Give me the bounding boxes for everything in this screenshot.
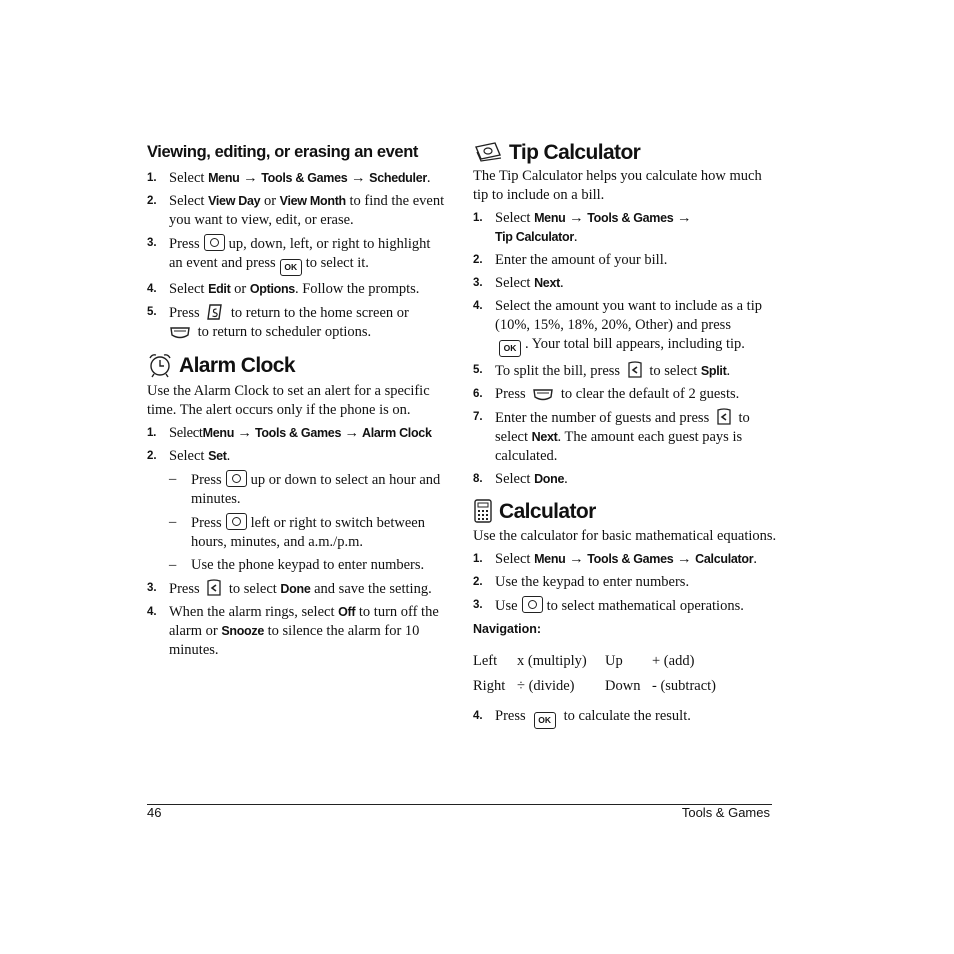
list-item: 7. Enter the number of guests and press to select Next. The amount each guest pays is calculated. bbox=[473, 410, 750, 464]
tip-calculator-heading: Tip Calculator bbox=[473, 141, 778, 163]
footer-divider bbox=[147, 804, 772, 805]
list-item: 2. Use the keypad to enter numbers. bbox=[473, 574, 690, 590]
alarm-clock-heading: Alarm Clock bbox=[147, 352, 447, 378]
softkey-icon bbox=[169, 326, 191, 340]
navigation-table bbox=[473, 649, 716, 699]
list-item: 4. When the alarm rings, select Off to turn off the alarm or Snooze to silence the alarm for 10 minutes. bbox=[147, 604, 439, 658]
left-column bbox=[147, 143, 447, 664]
nav-key-icon bbox=[226, 470, 247, 487]
right-softkey-icon bbox=[716, 408, 732, 426]
tip-steps bbox=[473, 209, 778, 489]
list-item: 3. Press up, down, left, or right to highlight an event and press OK to select it. bbox=[147, 234, 447, 276]
list-item: 5. To split the bill, press to select Split. bbox=[473, 363, 731, 379]
list-item: – Press up or down to select an hour and minutes. bbox=[169, 471, 441, 507]
list-item: – Press left or right to switch between hours, minutes, and a.m./p.m. bbox=[169, 514, 425, 550]
list-item: 4. Select Edit or Options. Follow the prompts. bbox=[147, 281, 420, 297]
calculator-icon bbox=[473, 499, 493, 523]
navigation-label: Navigation: bbox=[473, 622, 542, 636]
list-item: 8. Select Done. bbox=[473, 471, 568, 487]
list-item: – Use the phone keypad to enter numbers. bbox=[169, 557, 425, 573]
right-softkey-icon bbox=[206, 579, 222, 597]
back-key-icon bbox=[206, 303, 224, 321]
table-row: Left x (multiply) Up + (add) bbox=[473, 653, 695, 669]
right-softkey-icon bbox=[627, 361, 643, 379]
tip-intro: The Tip Calculator helps you calculate how much tip to include on a bill. bbox=[473, 168, 762, 203]
ok-key-icon: OK bbox=[534, 712, 556, 729]
list-item: 1. SelectMenu → Tools & Games → Alarm Clock bbox=[147, 425, 432, 441]
ok-key-icon: OK bbox=[280, 259, 302, 276]
calculator-steps-cont bbox=[473, 707, 778, 729]
page-number: 46 bbox=[147, 805, 162, 820]
alarm-steps-cont bbox=[147, 579, 447, 660]
list-item: 5. Press to return to the home screen or to return to scheduler options. bbox=[147, 305, 409, 340]
list-item: 3. Select Next. bbox=[473, 275, 564, 291]
nav-key-icon bbox=[204, 234, 225, 251]
tip-calculator-icon bbox=[473, 141, 503, 163]
list-item: 1. Select Menu → Tools & Games → Tip Calculator. bbox=[473, 210, 692, 245]
alarm-steps bbox=[147, 424, 447, 466]
alarm-clock-icon bbox=[147, 352, 173, 378]
ok-key-icon: OK bbox=[499, 340, 521, 357]
event-heading: Viewing, editing, or erasing an event bbox=[147, 143, 418, 161]
event-steps bbox=[147, 169, 447, 342]
nav-key-icon bbox=[522, 596, 543, 613]
table-row: Right ÷ (divide) Down - (subtract) bbox=[473, 678, 717, 694]
footer-section-name: Tools & Games bbox=[681, 805, 770, 820]
nav-key-icon bbox=[226, 513, 247, 530]
calculator-steps bbox=[473, 550, 778, 616]
list-item: 3. Use to select mathematical operations. bbox=[473, 598, 744, 614]
right-column bbox=[473, 140, 778, 733]
list-item: 6. Press to clear the default of 2 guests. bbox=[473, 386, 740, 402]
list-item: 1. Select Menu → Tools & Games → Calculator. bbox=[473, 551, 757, 567]
calculator-heading: Calculator bbox=[473, 499, 778, 523]
list-item: 4. Select the amount you want to include as a tip (10%, 15%, 18%, 20%, Other) and press OK . Your total bill appears, including tip. bbox=[473, 297, 778, 357]
calculator-intro: Use the calculator for basic mathematical equations. bbox=[473, 528, 777, 544]
list-item: 4. Press OK to calculate the result. bbox=[473, 707, 778, 729]
list-item: 2. Enter the amount of your bill. bbox=[473, 252, 668, 268]
list-item: 2. Select Set. bbox=[147, 448, 231, 464]
softkey-icon bbox=[532, 388, 554, 402]
list-item: 1. Select Menu → Tools & Games → Scheduler. bbox=[147, 170, 431, 186]
alarm-intro: Use the Alarm Clock to set an alert for a specific time. The alert occurs only if the phone is on. bbox=[147, 383, 430, 418]
list-item: 2. Select View Day or View Month to find the event you want to view, edit, or erase. bbox=[147, 193, 445, 228]
list-item: 3. Press to select Done and save the setting. bbox=[147, 581, 432, 597]
